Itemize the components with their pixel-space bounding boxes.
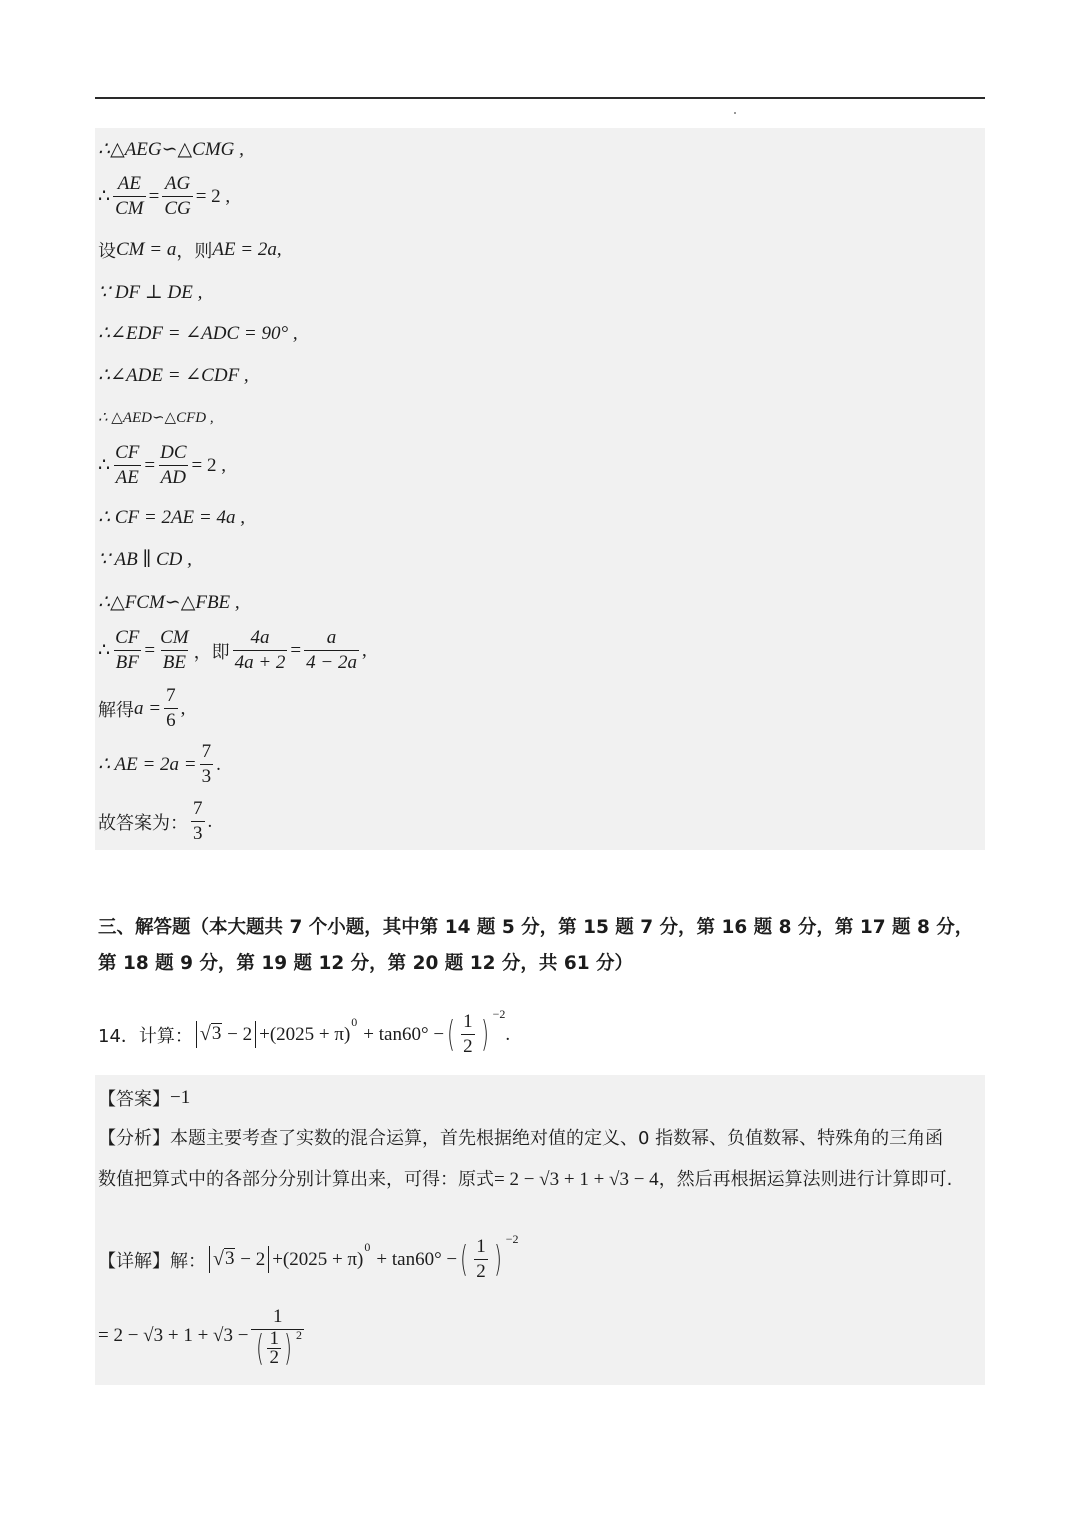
- step-line-7: ∴ △AED∽△CFD ,: [98, 410, 214, 426]
- step-line-2: ∴ $\frac{AE}{CM}$ = $\frac{AG}{CG}$ = 2 ,: [98, 173, 231, 219]
- step-line-14: ∴ AE = 2a = $\frac{7}{3}$ .: [98, 741, 221, 787]
- header-dot: [734, 112, 736, 114]
- step-line-12: ∴ $\frac{CF}{BF}$ = $\frac{CM}{BE}$ ，即 $\frac{4a}{4a + 2}$ = $\frac{a}{4 - 2a}$ ,: [98, 627, 367, 673]
- step-line-8: ∴ $\frac{CF}{AE}$ = $\frac{DC}{AD}$ = 2 ,: [98, 442, 226, 488]
- header-rule: [95, 97, 985, 99]
- step-line-9: ∴ CF = 2AE = 4a ,: [98, 507, 245, 528]
- analysis-paragraph: 【分析】本题主要考查了实数的混合运算，首先根据绝对值的定义、0 指数幂、负值数幂、特殊角的三角函 数值把算式中的各部分分别计算出来，可得：原式= 2 − √3 + 1 + √3 − 4，然后再根据运算法则进行计算即可.: [98, 1128, 953, 1190]
- step-line-15: 故答案为： $\frac{7}{3}$ .: [98, 798, 213, 844]
- step-line-10: ∵ AB ∥ CD ,: [98, 549, 192, 570]
- step-line-6: ∴∠ADE = ∠CDF ,: [98, 365, 249, 386]
- detail-line: 【详解】 解： √ 3 − 2 + (2025 + π) 0 + tan60° − ( $\frac{1}{2}$ ) −2: [98, 1232, 519, 1282]
- step-line-1: ∴△AEG∽△CMG ,: [98, 139, 244, 160]
- step-line-3: 设 CM = a ，则 AE = 2a ,: [98, 239, 282, 262]
- answer-line: 【答案】 −1: [98, 1087, 191, 1110]
- section-heading: 三、解答题（本大题共 7 个小题，其中第 14 题 5 分，第 15 题 7 分，第 16 题 8 分，第 17 题 8 分，第 18 题 9 分，第 19 题 12 分，第 20 题 12 分，共 61 分）: [98, 917, 974, 974]
- question-14: 14．计算： √ 3 − 2 + (2025 + π) 0 + tan60° − ( $\frac{1}{2}$ ) −2 .: [98, 1007, 511, 1057]
- step-line-11: ∴△FCM∽△FBE ,: [98, 592, 240, 613]
- step-line-13: 解得 a = $\frac{7}{6}$ ,: [98, 685, 186, 731]
- step-line-4: ∵ DF ⊥ DE ,: [98, 282, 203, 303]
- step-line-5: ∴∠EDF = ∠ADC = 90° ,: [98, 323, 298, 344]
- detail-step-2: = 2 − √3 + 1 + √3 − 1 ( $\frac{1}{2}$ ) 2: [98, 1306, 303, 1369]
